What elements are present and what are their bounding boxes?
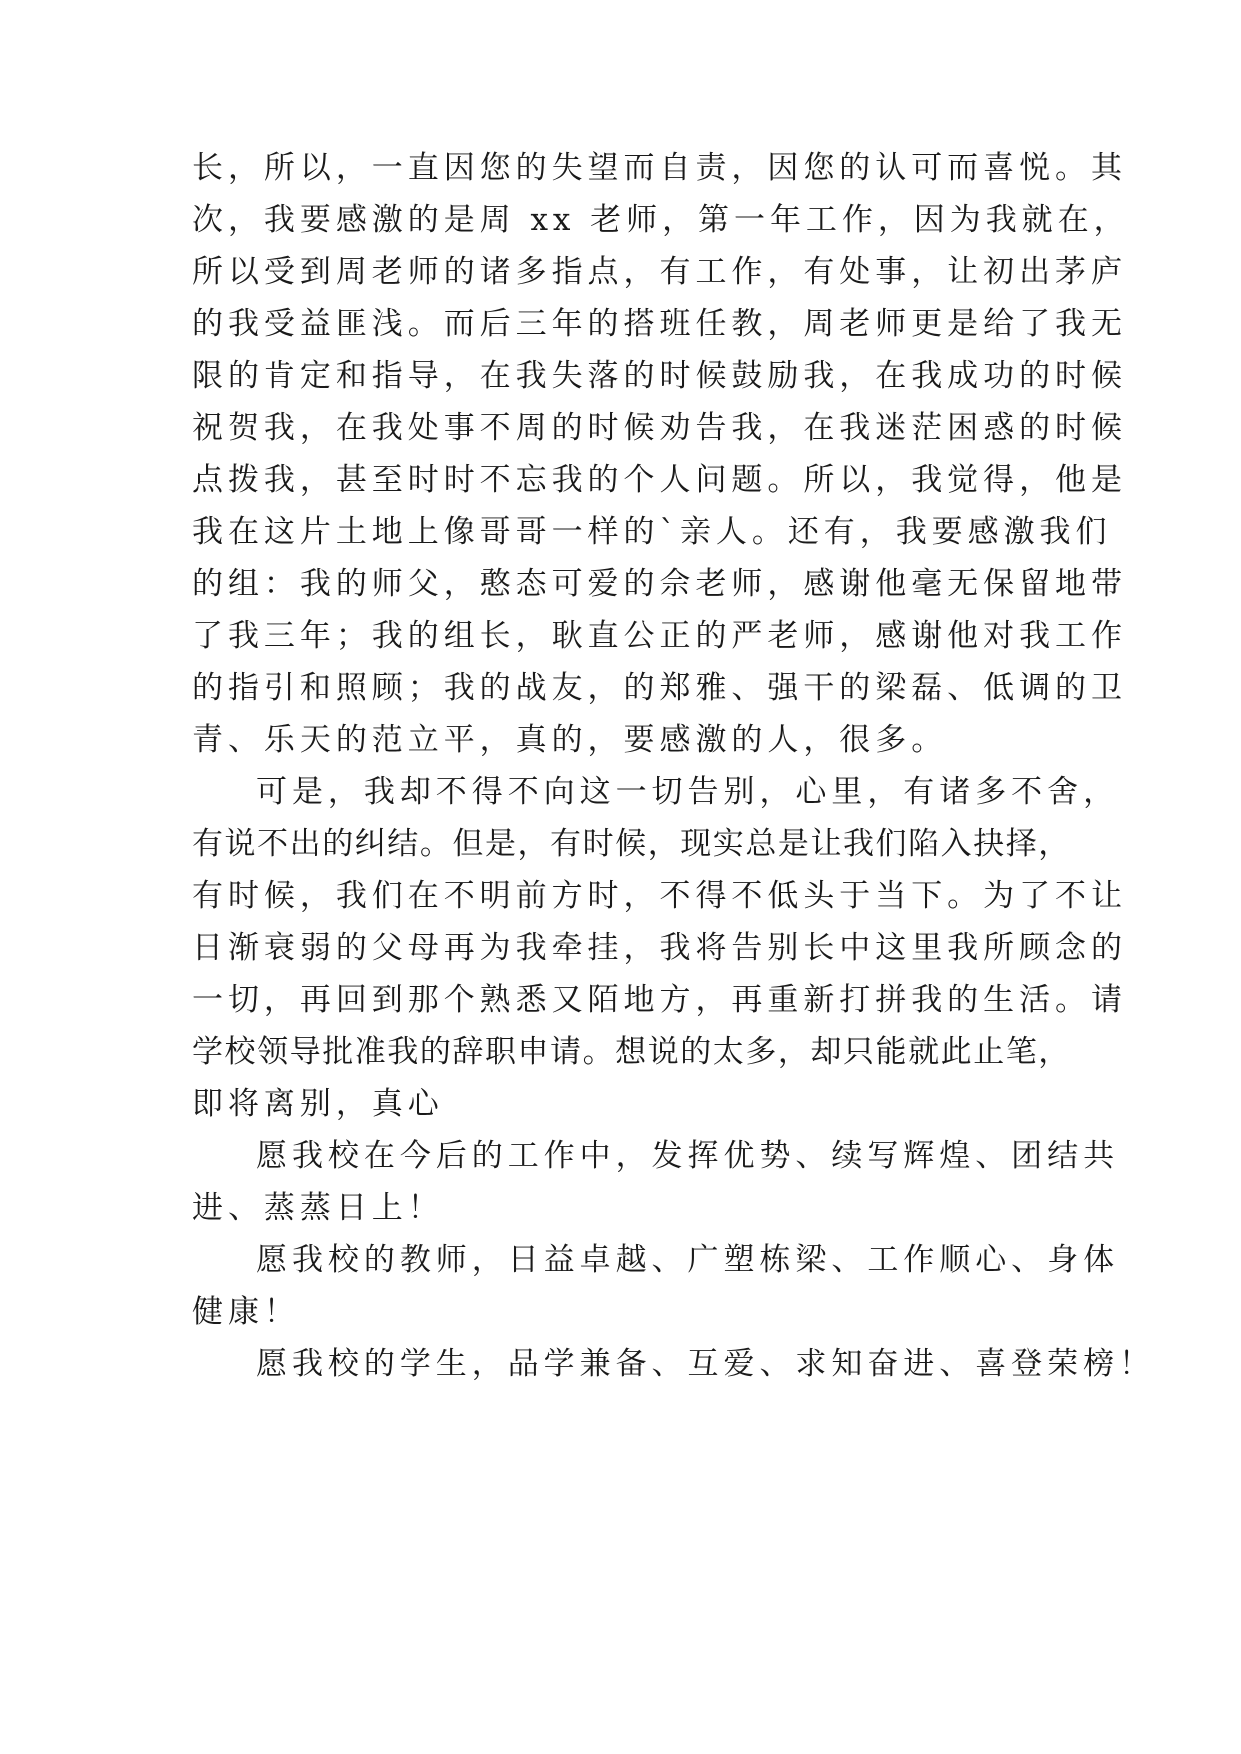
paragraph-first-line: 愿我校在今后的工作中，发挥优势、续写辉煌、团结共	[256, 1138, 1120, 1174]
text-line: 学校领导批准我的辞职申请。想说的太多，却只能就此止笔，	[192, 1034, 1071, 1070]
text-line: 青、乐天的范立平，真的，要感激的人，很多。	[192, 722, 948, 758]
paragraph-first-line: 愿我校的教师，日益卓越、广塑栋梁、工作顺心、身体	[256, 1242, 1120, 1278]
paragraph-first-line: 可是，我却不得不向这一切告别，心里，有诸多不舍，	[256, 774, 1120, 810]
text-line: 所以受到周老师的诸多指点，有工作，有处事，让初出茅庐	[192, 254, 1127, 290]
text-line: 的组：我的师父，憨态可爱的佘老师，感谢他毫无保留地带	[192, 566, 1127, 602]
text-line: 祝贺我，在我处事不周的时候劝告我，在我迷茫困惑的时候	[192, 410, 1127, 446]
text-line: 即将离别，真心	[192, 1086, 444, 1122]
text-line: 健康！	[192, 1294, 300, 1330]
text-line: 的我受益匪浅。而后三年的搭班任教，周老师更是给了我无	[192, 306, 1127, 342]
text-line: 有时候，我们在不明前方时，不得不低头于当下。为了不让	[192, 878, 1127, 914]
text-line: 的指引和照顾；我的战友，的郑雅、强干的梁磊、低调的卫	[192, 670, 1127, 706]
text-line: 限的肯定和指导，在我失落的时候鼓励我，在我成功的时候	[192, 358, 1127, 394]
text-line: 我在这片土地上像哥哥一样的`亲人。还有，我要感激我们	[192, 514, 1112, 550]
text-line: 了我三年；我的组长，耿直公正的严老师，感谢他对我工作	[192, 618, 1127, 654]
text-line: 有说不出的纠结。但是，有时候，现实总是让我们陷入抉择，	[192, 826, 1071, 862]
text-line: 点拨我，甚至时时不忘我的个人问题。所以，我觉得，他是	[192, 462, 1127, 498]
text-line: 次，我要感激的是周 xx 老师，第一年工作，因为我就在，	[192, 202, 1130, 238]
text-line: 长，所以，一直因您的失望而自责，因您的认可而喜悦。其	[192, 150, 1127, 186]
text-line: 一切，再回到那个熟悉又陌地方，再重新打拼我的生活。请	[192, 982, 1127, 1018]
text-line: 进、蒸蒸日上！	[192, 1190, 444, 1226]
text-line: 日渐衰弱的父母再为我牵挂，我将告别长中这里我所顾念的	[192, 930, 1127, 966]
paragraph-first-line: 愿我校的学生，品学兼备、互爱、求知奋进、喜登荣榜！	[256, 1346, 1155, 1382]
